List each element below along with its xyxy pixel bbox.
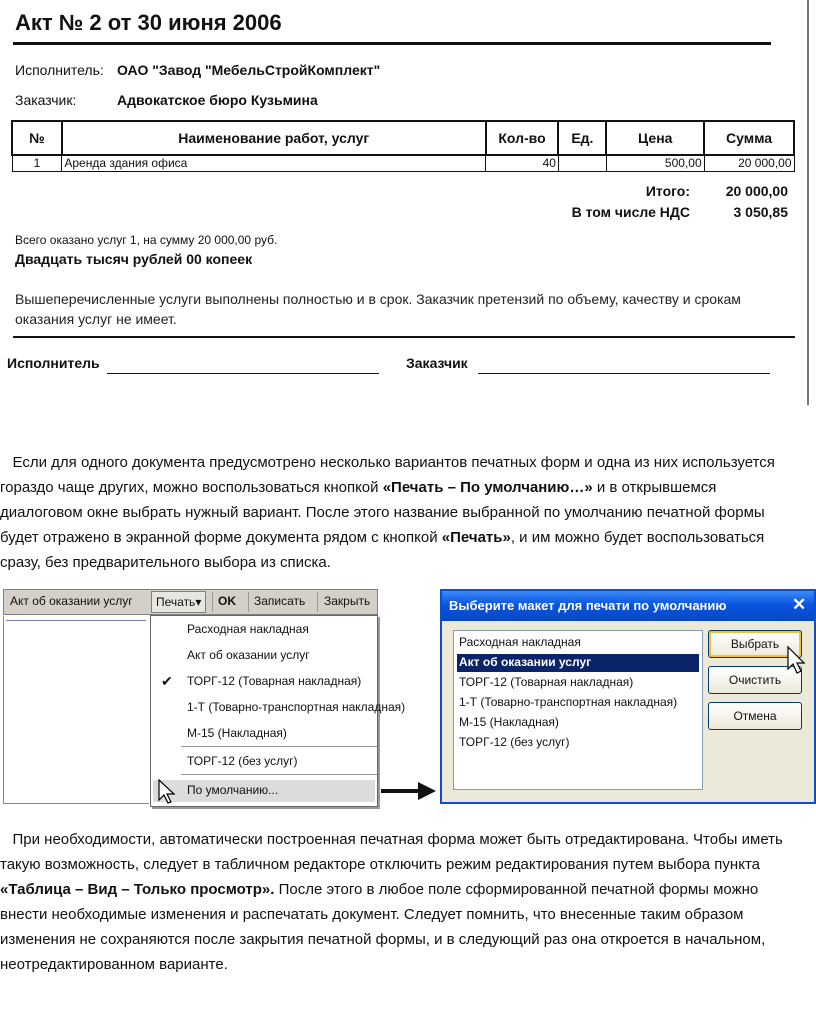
select-button[interactable]: Выбрать xyxy=(708,630,802,658)
para-bold: «Печать» xyxy=(441,529,511,546)
menu-item[interactable]: М-15 (Накладная) xyxy=(187,726,287,740)
print-forms-list[interactable] xyxy=(453,630,703,790)
menu-item-default[interactable]: По умолчанию... xyxy=(187,783,279,797)
list-item[interactable]: Расходная накладная xyxy=(459,635,581,649)
total-label: Итого: xyxy=(645,183,690,199)
list-item[interactable]: М-15 (Накладная) xyxy=(459,715,559,729)
customer-value: Адвокатское бюро Кузьмина xyxy=(117,92,318,108)
list-item[interactable]: ТОРГ-12 (Товарная накладная) xyxy=(459,675,634,689)
vat-value: 3 050,85 xyxy=(733,204,788,220)
form-body xyxy=(3,616,149,804)
clear-button[interactable]: Очистить xyxy=(708,666,802,694)
act-document xyxy=(0,0,816,405)
arrow-head-icon xyxy=(418,782,436,800)
column-header: Кол-во xyxy=(486,121,559,155)
row-sum: 20 000,00 xyxy=(704,155,794,171)
para-bold: «Таблица – Вид – Только просмотр». xyxy=(0,881,275,898)
paragraph-default-print xyxy=(0,450,800,575)
row-price: 500,00 xyxy=(606,155,704,171)
chevron-down-icon: ▾ xyxy=(195,595,202,609)
row-service-name: Аренда здания офиса xyxy=(62,155,486,171)
vat-label: В том числе НДС xyxy=(571,204,690,220)
items-table xyxy=(11,120,795,172)
row-number: 1 xyxy=(12,155,62,171)
toolbar-separator xyxy=(317,592,318,612)
default-print-dialog xyxy=(440,589,816,804)
para-bold: «Печать – По умолчанию…» xyxy=(382,479,593,496)
menu-item[interactable]: ТОРГ-12 (Товарная накладная) xyxy=(187,674,362,688)
executor-label: Исполнитель: xyxy=(15,62,104,78)
summary-line: Всего оказано услуг 1, на сумму 20 000,00 руб. xyxy=(15,233,278,247)
para-text: и в открывшемся диалоговом окне выбрать нужный вариант. После этого название выбранной по умолчанию печатной формы будет отражено в экранной форме документа рядом с кнопкой xyxy=(0,479,765,546)
cancel-button[interactable]: Отмена xyxy=(708,702,802,730)
ok-button[interactable]: OK xyxy=(218,594,236,608)
checkmark-icon: ✔ xyxy=(161,673,173,689)
column-header: Цена xyxy=(606,121,704,155)
menu-item-checked[interactable]: Акт об оказании услуг xyxy=(187,648,310,662)
title-underline xyxy=(13,42,771,45)
para-text: При необходимости, автоматически построенная печатная форма может быть отредактирована. Чтобы иметь такую возможность, следует в табличном редакторе отключить режим редактирования путем выбора пункта xyxy=(0,831,783,873)
save-button[interactable]: Записать xyxy=(254,594,306,608)
arrow-icon xyxy=(381,789,421,793)
print-dropdown-menu xyxy=(150,615,406,807)
dialog-title: Выберите макет для печати по умолчанию xyxy=(449,598,727,613)
mouse-cursor-icon xyxy=(153,776,183,806)
customer-row xyxy=(15,92,318,108)
close-button[interactable]: Закрыть xyxy=(324,594,371,608)
row-unit xyxy=(558,155,606,171)
customer-label: Заказчик: xyxy=(15,92,77,108)
form-underline xyxy=(6,620,146,621)
default-print-form-button[interactable]: Акт об оказании услуг xyxy=(10,594,133,608)
act-title: Акт № 2 от 30 июня 2006 xyxy=(15,10,282,35)
list-item-selected[interactable]: Акт об оказании услуг xyxy=(457,654,699,672)
completion-note: Вышеперечисленные услуги выполнены полностью и в срок. Заказчик претензий по объему, качеству и срокам оказания услуг не имеет. xyxy=(15,291,741,327)
toolbar-separator xyxy=(248,592,249,612)
page-edge-line xyxy=(807,0,809,405)
para-text: , и им можно будет воспользоваться сразу, без предварительного выбора из списка. xyxy=(0,529,765,571)
toolbar-separator xyxy=(212,592,213,612)
section-divider xyxy=(13,336,795,338)
document-toolbar xyxy=(3,589,378,615)
column-header: Наименование работ, услуг xyxy=(62,121,486,155)
print-button-label: Печать xyxy=(156,595,196,609)
row-quantity: 40 xyxy=(486,155,559,171)
list-item[interactable]: 1-Т (Товарно-транспортная накладная) xyxy=(459,695,678,709)
dialog-titlebar xyxy=(442,591,814,621)
executor-row xyxy=(15,62,380,78)
menu-item[interactable]: Расходная накладная xyxy=(187,622,309,636)
para-text: После этого в любое поле сформированной печатной формы можно внести необходимые изменения и распечатать документ. Следует помнить, что внесенные таким образом изменения не сохраняются после закрытия печатной формы, и в следующий раз она откроется в начальном, неотредактированном варианте. xyxy=(0,881,766,973)
column-header: Ед. xyxy=(558,121,606,155)
signature-executor-label: Исполнитель xyxy=(7,355,100,371)
mouse-cursor-icon xyxy=(782,643,812,677)
para-text: Если для одного документа предусмотрено несколько вариантов печатных форм и одна из них используется гораздо чаще других, можно воспользоваться кнопкой xyxy=(0,454,775,496)
signature-line-customer xyxy=(478,373,770,374)
signature-customer-label: Заказчик xyxy=(406,355,468,371)
column-header: Сумма xyxy=(704,121,794,155)
menu-item[interactable]: 1-Т (Товарно-транспортная накладная) xyxy=(187,700,406,714)
list-item[interactable]: ТОРГ-12 (без услуг) xyxy=(459,735,570,749)
close-icon[interactable]: ✕ xyxy=(792,595,807,614)
print-button[interactable] xyxy=(151,591,206,613)
menu-separator xyxy=(181,774,377,775)
sum-in-words: Двадцать тысяч рублей 00 копеек xyxy=(15,251,253,267)
table-row xyxy=(12,155,794,171)
menu-separator xyxy=(181,746,377,747)
print-menu-screenshot xyxy=(0,587,406,808)
table-header-row xyxy=(12,121,794,155)
executor-value: ОАО "Завод "МебельСтройКомплект" xyxy=(117,62,381,78)
total-value: 20 000,00 xyxy=(725,183,788,199)
signature-line-executor xyxy=(107,373,379,374)
column-header: № xyxy=(12,121,62,155)
menu-item[interactable]: ТОРГ-12 (без услуг) xyxy=(187,754,298,768)
paragraph-editing xyxy=(0,827,800,977)
